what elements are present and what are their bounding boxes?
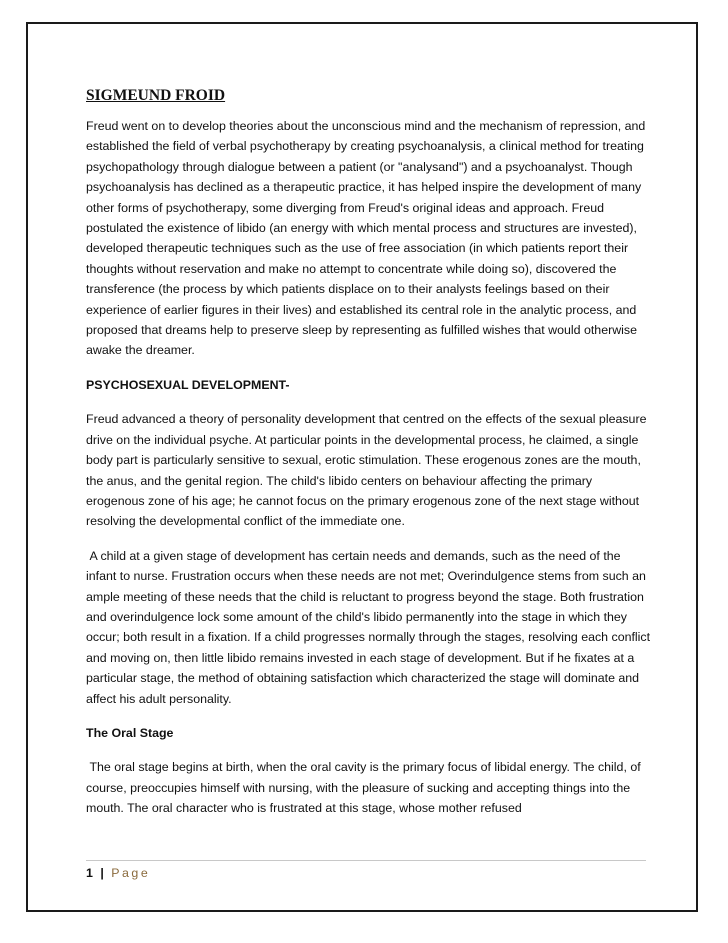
- page-number: 1: [86, 866, 93, 880]
- page-label: Page: [111, 866, 151, 880]
- oral-stage-heading: The Oral Stage: [86, 725, 174, 740]
- document-body: [86, 86, 654, 833]
- psychosexual-paragraph-1: Freud advanced a theory of personality development that centred on the effects of the sexual pleasure drive on the individual psyche. At particular points in the developmental process, he claimed, a single body part is particularly sensitive to sexual, erotic stimulation. These erogenous zones are the mouth, the anus, and the genital region. The child's libido centers on behaviour affecting the primary erogenous zone of his age; he cannot focus on the primary erogenous zone of the next stage without resolving the developmental conflict of the immediate one.: [86, 412, 647, 529]
- psychosexual-paragraph-2: A child at a given stage of development has certain needs and demands, such as the need of the infant to nurse. Frustration occurs when these needs are not met; Overindulgence stems from such an ample meeting of these needs that the child is reluctant to progress beyond the stage. Both frustration and overindulgence lock some amount of the child's libido permanently into the stage in which they occur; both result in a fixation. If a child progresses normally through the stages, resolving each conflict and moving on, then little libido remains invested in each stage of development. But if he fixates at a particular stage, the method of obtaining satisfaction which characterized the stage will dominate and affect his adult personality.: [86, 548, 654, 706]
- document-title: SIGMEUND FROID: [86, 87, 226, 104]
- oral-stage-paragraph: The oral stage begins at birth, when the oral cavity is the primary focus of libidal energy. The child, of course, preoccupies himself with nursing, with the pleasure of sucking and accepting things into the mouth. The oral character who is frustrated at this stage, whose mother refused: [86, 760, 645, 816]
- footer-divider: [86, 860, 646, 861]
- psychosexual-heading: PSYCHOSEXUAL DEVELOPMENT-: [86, 377, 290, 392]
- intro-paragraph: Freud went on to develop theories about the unconscious mind and the mechanism of repression, and established the field of verbal psychotherapy by creating psychoanalysis, a clinical method for treating psychopathology through dialogue between a patient (or "analysand") and a psychoanalyst. Though psychoanalysis has declined as a therapeutic practice, it has helped inspire the development of many other forms of psychotherapy, some diverging from Freud's original ideas and approach. Freud postulated the existence of libido (an energy with which mental process and structures are invested), developed therapeutic techniques such as the use of free association (in which patients report their thoughts without reservation and make no attempt to concentrate while doing so), discovered the transference (the process by which patients displace on to their analysts feelings based on their experience of earlier figures in their lives) and established its central role in the analytic process, and proposed that dreams help to preserve sleep by representing as fulfilled wishes that would otherwise awake the dreamer.: [86, 119, 646, 358]
- page-footer: [86, 866, 150, 880]
- page-separator: |: [100, 866, 104, 880]
